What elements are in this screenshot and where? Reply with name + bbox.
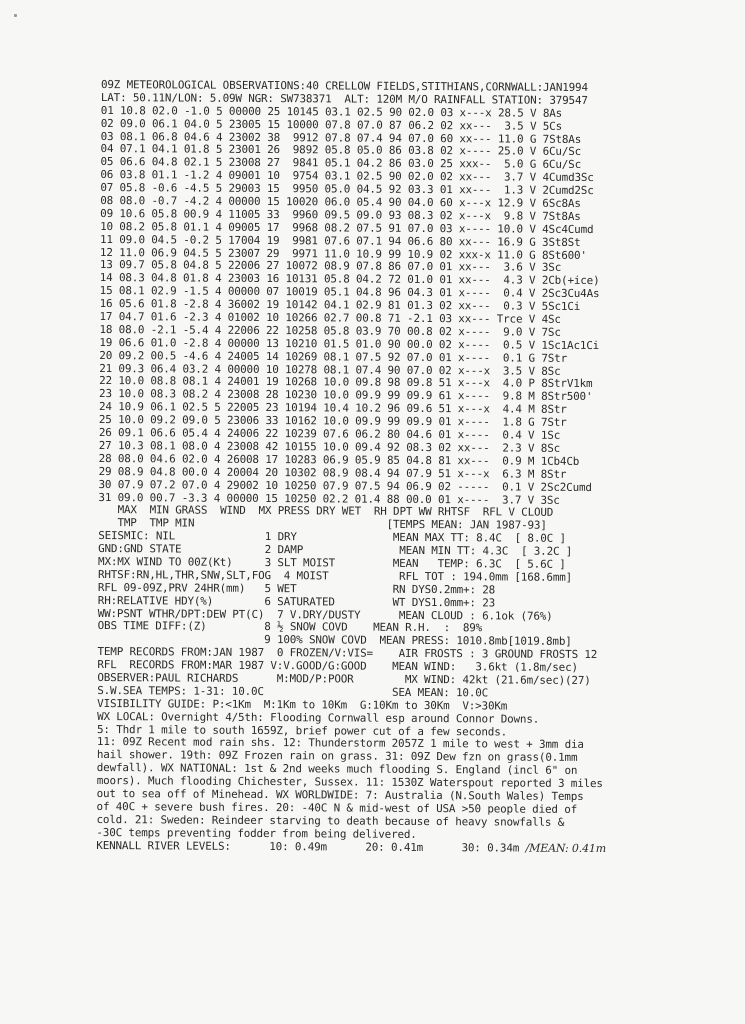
obs-row: 07 05.8 -0.6 -4.5 5 29003 15 9950 05.0 04.5 92 03.3 01 xx--- 1.3 V 2Cumd2Sc <box>100 181 594 198</box>
obs-row: 14 08.3 04.8 01.8 4 23003 16 10131 05.8 04.2 72 01.0 01 xx--- 4.3 V 2Cb(+ice) <box>99 271 600 288</box>
footer-line: -30C temps preventing fodder from being delivered. <box>96 825 417 841</box>
footer-line: cold. 21: Sweden: Reindeer starving to death because of heavy snowfalls & <box>96 812 565 829</box>
footer-line: hail shower. 19th: 09Z Frozen rain on grass. 31: 09Z Dew fzn on grass(0.1mm <box>96 748 578 765</box>
obs-row: 03 08.1 06.8 04.6 4 23002 38 9912 07.8 07.4 94 07.0 60 xx--- 11.0 G 7St8As <box>100 129 582 146</box>
footer-line: S.W.SEA TEMPS: 1-31: 10.0C SEA MEAN: 10.0C <box>97 683 489 700</box>
observations-table <box>98 105 720 508</box>
observation-sheet <box>96 79 721 856</box>
obs-row: 04 07.1 04.1 01.8 5 23001 26 9892 05.8 05.0 86 03.8 02 x---- 25.0 V 6Cu/Sc <box>100 142 582 159</box>
obs-row: 18 08.0 -2.1 -5.4 4 22006 22 10258 05.8 03.9 70 00.8 02 x---- 9.0 V 7Sc <box>99 322 561 339</box>
footer-line: WX LOCAL: Overnight 4/5th: Flooding Cornwall esp around Connor Downs. <box>97 709 540 726</box>
column-header: TMP TMP MIN [TEMPS MEAN: JAN 1987-93] <box>98 516 547 533</box>
footer-line: 5: Thdr 1 mile to south 1659Z, brief power cut of a few seconds. <box>96 722 508 739</box>
footer-line: MX:MX WIND TO 00Z(Kt) 3 SLT MOIST MEAN TEMP: 6.3C [ 5.6C ] <box>98 554 566 571</box>
obs-row: 19 06.6 01.0 -2.8 4 00000 13 10210 01.5 01.0 90 00.0 02 x---- 0.5 V 1Sc1Ac1Ci <box>99 335 600 352</box>
column-header: MAX MIN GRASS WIND MX PRESS DRY WET RH DPT WW RHTSF RFL V CLOUD <box>98 503 554 520</box>
obs-row: 20 09.2 00.5 -4.6 4 24005 14 10269 08.1 07.5 92 07.0 01 x---- 0.1 G 7Str <box>99 348 568 365</box>
obs-row: 02 09.0 06.1 04.0 5 23005 15 10000 07.8 07.0 87 06.2 02 xx--- 3.5 V 5Cs <box>100 116 563 133</box>
river-levels <box>96 840 716 857</box>
obs-row: 31 09.0 00.7 -3.3 4 00000 15 10250 02.2 01.4 88 00.0 01 x---- 3.7 V 3Sc <box>98 490 560 507</box>
footer-line: GND:GND STATE 2 DAMP MEAN MIN TT: 4.3C [ 3.2C ] <box>98 542 573 558</box>
obs-row: 29 08.9 04.8 00.0 4 20004 20 10302 08.9 08.4 94 07.9 51 x---x 6.3 M 8Str <box>98 464 567 481</box>
obs-row: 15 08.1 02.9 -1.5 4 00000 07 10019 05.1 04.8 96 04.3 01 x---- 0.4 V 2Sc3Cu4As <box>99 284 600 301</box>
footer-line: RFL 09-09Z,PRV 24HR(mm) 5 WET RN DYS0.2mm+: 28 <box>97 580 496 597</box>
obs-row: 13 09.7 05.8 04.8 5 22006 27 10072 08.9 07.8 86 07.0 01 xx--- 3.6 V 3Sc <box>99 258 562 275</box>
obs-row: 05 06.6 04.8 02.1 5 23008 27 9841 05.1 04.2 86 03.0 25 xxx-- 5.0 G 6Cu/Sc <box>100 155 582 172</box>
obs-row: 10 08.2 05.8 01.1 4 09005 17 9968 08.2 07.5 91 07.0 03 x---- 10.0 V 4Sc4Cumd <box>100 219 594 236</box>
obs-row: 08 08.0 -0.7 -4.2 4 00000 15 10020 06.0 05.4 90 04.0 60 x---x 12.9 V 6Sc8As <box>100 194 581 210</box>
obs-row: 12 11.0 06.9 04.5 5 23007 29 9971 11.0 10.9 99 10.9 02 xxx-x 11.0 G 8St600' <box>99 245 587 262</box>
sheet-title: 09Z METEOROLOGICAL OBSERVATIONS:40 CRELLOW FIELDS,STITHIANS,CORNWALL:JAN1994 <box>100 78 588 94</box>
corner-mark <box>14 14 17 17</box>
footer-line: 11: 09Z Recent mod rain shs. 12: Thunderstorm 2057Z 1 mile to west + 3mm dia <box>96 735 584 752</box>
footer-line: OBS TIME DIFF:(Z) 8 ½ SNOW COVD MEAN R.H. : 89% <box>97 619 483 635</box>
obs-row: 22 10.0 08.8 08.1 4 24001 19 10268 10.0 09.8 98 09.8 51 x---x 4.0 P 8StrV1km <box>99 374 593 391</box>
footer-line: RH:RELATIVE HDY(%) 6 SATURATED WT DYS1.0mm+: 23 <box>97 593 496 610</box>
obs-row: 28 08.0 04.6 02.0 4 26008 17 10283 06.9 05.9 85 04.8 81 xx--- 0.9 M 1Cb4Cb <box>98 451 580 468</box>
obs-row: 17 04.7 01.6 -2.3 4 01002 10 10266 02.7 00.8 71 -2.1 03 xx--- Trce V 4Sc <box>99 310 561 326</box>
footer-line: VISIBILITY GUIDE: P:<1Km M:1Km to 10Km G:10Km to 30Km V:>30Km <box>97 696 508 713</box>
obs-row: 01 10.8 02.0 -1.0 5 00000 25 10145 03.1 02.5 90 02.0 03 x---x 28.5 V 8As <box>100 103 563 120</box>
footer-line: out to sea off of Minehead. WX WORLDWIDE: 7: Australia (N.South Wales) Temps <box>96 786 584 803</box>
obs-row: 24 10.9 06.1 02.5 5 22005 23 10194 10.4 10.2 96 09.6 51 x---x 4.4 M 8Str <box>98 400 567 417</box>
location-line: LAT: 50.11N/LON: 5.09W NGR: SW738371 ALT: 120M M/O RAINFALL STATION: 379547 <box>100 90 588 107</box>
footer-line: dewfall). WX NATIONAL: 1st & 2nd weeks much flooding S. England (incl 6" on <box>96 761 578 778</box>
footer-line: SEISMIC: NIL 1 DRY MEAN MAX TT: 8.4C [ 8.0C ] <box>98 529 566 546</box>
obs-row: 27 10.3 08.1 08.0 4 23008 42 10155 10.0 09.4 92 08.3 02 xx--- 2.3 V 8Sc <box>98 438 561 455</box>
obs-row: 21 09.3 06.4 03.2 4 00000 10 10278 08.1 07.4 90 07.0 02 x---x 3.5 V 8Sc <box>99 361 561 378</box>
footer-line: TEMP RECORDS FROM:JAN 1987 0 FROZEN/V:VIS= AIR FROSTS : 3 GROUND FROSTS 12 <box>97 645 598 662</box>
obs-row: 30 07.9 07.2 07.0 4 29002 10 10250 07.9 07.5 94 06.9 02 ----- 0.1 V 2Sc2Cumd <box>98 477 592 494</box>
obs-row: 06 03.8 01.1 -1.2 4 09001 10 9754 03.1 02.5 90 02.0 02 xx--- 3.7 V 4Cumd3Sc <box>100 168 594 185</box>
footer-line: 9 100% SNOW COVD MEAN PRESS: 1010.8mb[1019.8mb] <box>97 632 572 649</box>
handwritten-mean: /MEAN: 0.41m <box>525 841 607 855</box>
obs-row: 16 05.6 01.8 -2.8 4 36002 19 10142 04.1 02.9 81 01.3 02 xx--- 0.3 V 5Sc1Ci <box>99 297 581 314</box>
footer-line: RHTSF:RN,HL,THR,SNW,SLT,FOG 4 MOIST RFL TOT : 194.0mm [168.6mm] <box>97 567 573 584</box>
footer-line: OBSERVER:PAUL RICHARDS M:MOD/P:POOR MX WIND: 42kt (21.6m/sec)(27) <box>97 670 591 687</box>
obs-row: 23 10.0 08.3 08.2 4 23008 28 10230 10.0 09.9 99 09.9 61 x---- 9.8 M 8Str500' <box>99 387 593 404</box>
obs-row: 25 10.0 09.2 09.0 5 23006 33 10162 10.0 09.9 99 09.9 01 x---- 1.8 G 7Str <box>98 413 567 430</box>
footer-line: WW:PSNT WTHR/DPT:DEW PT(C) 7 V.DRY/DUSTY MEAN CLOUD : 6.1ok (76%) <box>97 606 553 623</box>
footer-line: moors). Much flooding Chichester, Sussex. 11: 1530Z Waterspout reported 3 miles <box>96 774 603 791</box>
footer-line: of 40C + severe bush fires. 20: -40C N & mid-west of USA >50 people died of <box>96 799 578 816</box>
river-levels-text: KENNALL RIVER LEVELS: 10: 0.49m 20: 0.41m 30: 0.34m <box>96 838 520 855</box>
footer-line: RFL RECORDS FROM:MAR 1987 V:V.GOOD/G:GOOD MEAN WIND: 3.6kt (1.8m/sec) <box>97 658 578 675</box>
obs-row: 09 10.6 05.8 00.9 4 11005 33 9960 09.5 09.0 93 08.3 02 x---x 9.8 V 7St8As <box>100 206 581 223</box>
footer-notes <box>96 530 718 843</box>
obs-row: 26 09.1 06.6 05.4 4 24006 22 10239 07.6 06.2 80 04.6 01 x---- 0.4 V 1Sc <box>98 426 561 442</box>
obs-row: 11 09.0 04.5 -0.2 5 17004 19 9981 07.6 07.1 94 06.6 80 xx--- 16.9 G 3St8St <box>99 232 581 249</box>
